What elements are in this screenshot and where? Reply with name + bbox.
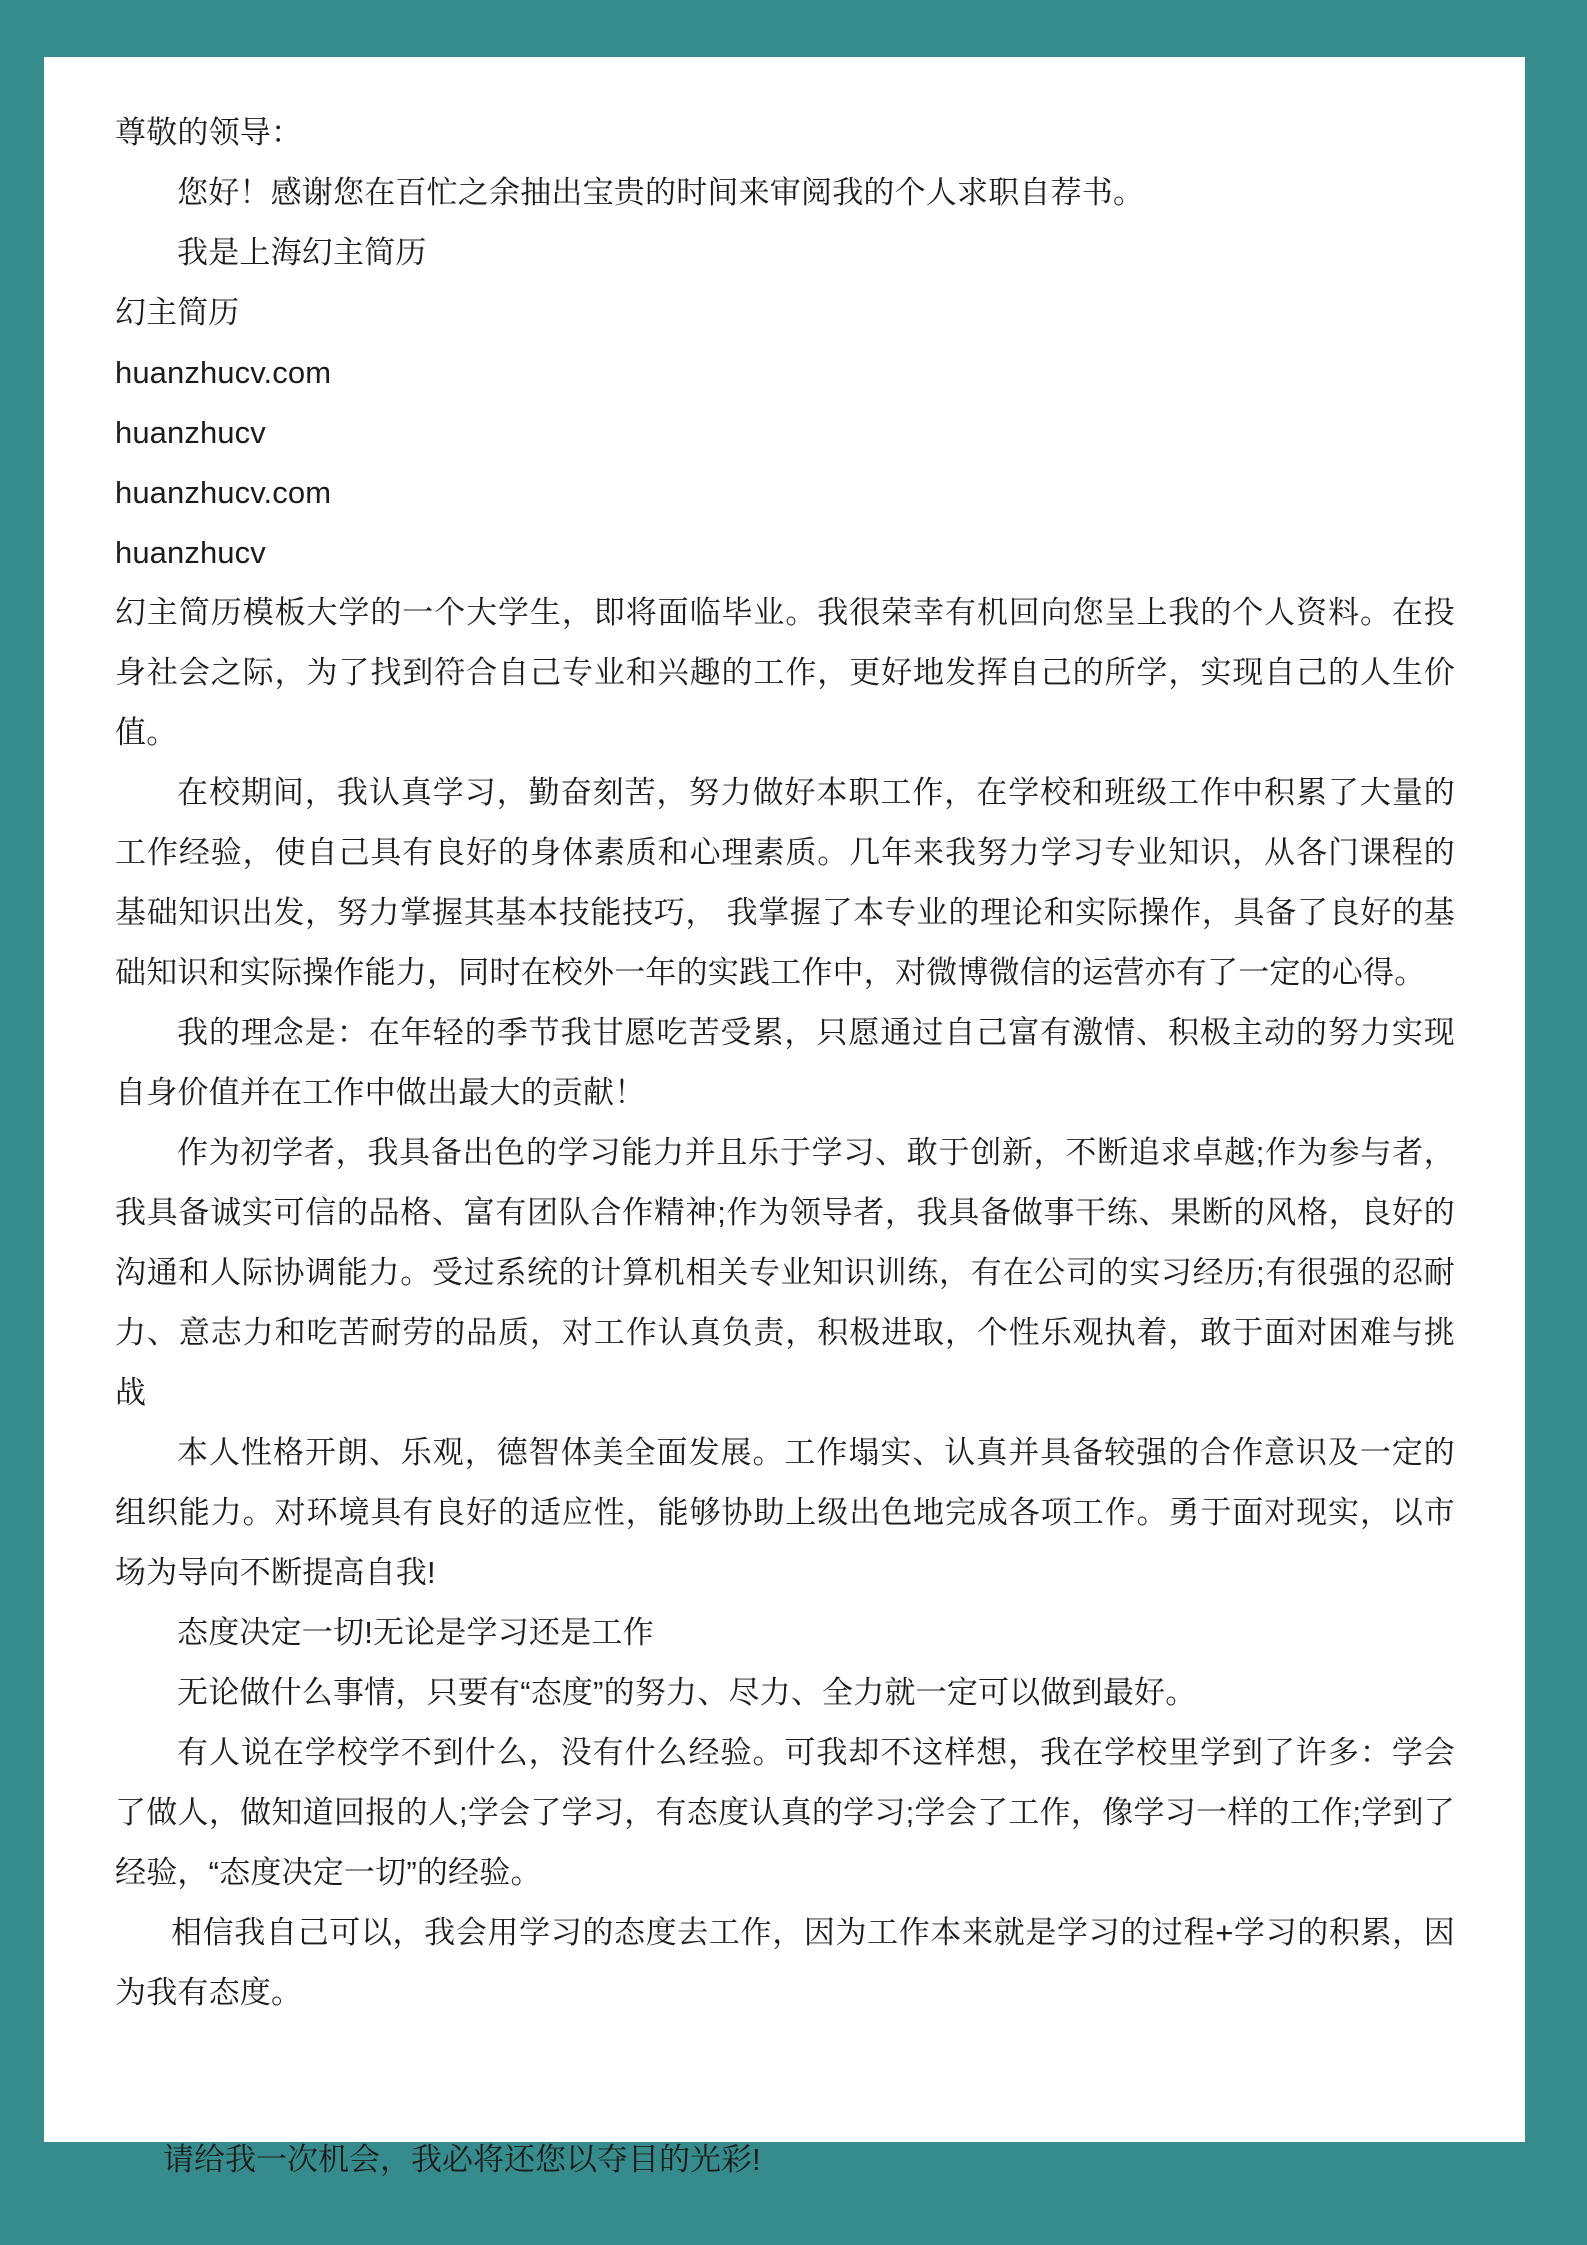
body-paragraph-8: 有人说在学校学不到什么，没有什么经验。可我却不这样想，我在学校里学到了许多：学会了做人，做知道回报的人;学会了学习，有态度认真的学习;学会了工作，像学习一样的工作;学到了经验，“态度决定一切”的经验。 xyxy=(115,1735,1455,1890)
body-paragraph-1: 幻主简历模板大学的一个大学生，即将面临毕业。我很荣幸有机回向您呈上我的个人资料。在投身社会之际，为了找到符合自己专业和兴趣的工作，更好地发挥自己的所学，实现自己的人生价值。 xyxy=(115,595,1455,750)
body-paragraph-3: 我的理念是：在年轻的季节我甘愿吃苦受累，只愿通过自己富有激情、积极主动的努力实现自身价值并在工作中做出最大的贡献！ xyxy=(115,1015,1455,1110)
body-paragraph-5: 本人性格开朗、乐观，德智体美全面发展。工作塌实、认真并具备较强的合作意识及一定的组织能力。对环境具有良好的适应性，能够协助上级出色地完成各项工作。勇于面对现实，以市场为导向不断提高自我! xyxy=(115,1435,1455,1590)
brand-line-5: huanzhucv xyxy=(115,535,266,570)
brand-line-3: huanzhucv xyxy=(115,415,266,450)
brand-line-1: 幻主简历 xyxy=(115,295,240,330)
body-paragraph-4: 作为初学者，我具备出色的学习能力并且乐于学习、敢于创新，不断追求卓越;作为参与者，我具备诚实可信的品格、富有团队合作精神;作为领导者，我具备做事干练、果断的风格，良好的沟通和人际协调能力。受过系统的计算机相关专业知识训练，有在公司的实习经历;有很强的忍耐力、意志力和吃苦耐劳的品质，对工作认真负责，积极进取，个性乐观执着，敢于面对困难与挑战 xyxy=(115,1135,1455,1410)
closing-line-text: 请给我一次机会，我必将还您以夺目的光彩! xyxy=(163,2142,761,2177)
greeting-line: 您好！感谢您在百忙之余抽出宝贵的时间来审阅我的个人求职自荐书。 xyxy=(177,175,1145,210)
body-paragraph-2: 在校期间，我认真学习，勤奋刻苦，努力做好本职工作，在学校和班级工作中积累了大量的工作经验，使自己具有良好的身体素质和心理素质。几年来我努力学习专业知识，从各门课程的基础知识出发，努力掌握其基本技能技巧， 我掌握了本专业的理论和实际操作，具备了良好的基础知识和实际操作能力，同时在校外一年的实践工作中，对微博微信的运营亦有了一定的心得。 xyxy=(115,775,1455,990)
salutation-line: 尊敬的领导： xyxy=(115,115,303,150)
brand-line-4: huanzhucv.com xyxy=(115,475,332,510)
brand-line-2: huanzhucv.com xyxy=(115,355,332,390)
body-paragraph-7: 无论做什么事情，只要有“态度”的努力、尽力、全力就一定可以做到最好。 xyxy=(177,1675,1197,1710)
document-text-body xyxy=(115,57,1455,2023)
body-paragraph-6: 态度决定一切!无论是学习还是工作 xyxy=(177,1615,654,1650)
document-page-sheet xyxy=(44,57,1525,2142)
closing-banner xyxy=(0,2142,1587,2245)
body-paragraph-9: 相信我自己可以，我会用学习的态度去工作，因为工作本来就是学习的过程+学习的积累，因为我有态度。 xyxy=(115,1915,1455,2010)
self-introduction-line: 我是上海幻主简历 xyxy=(177,235,427,270)
